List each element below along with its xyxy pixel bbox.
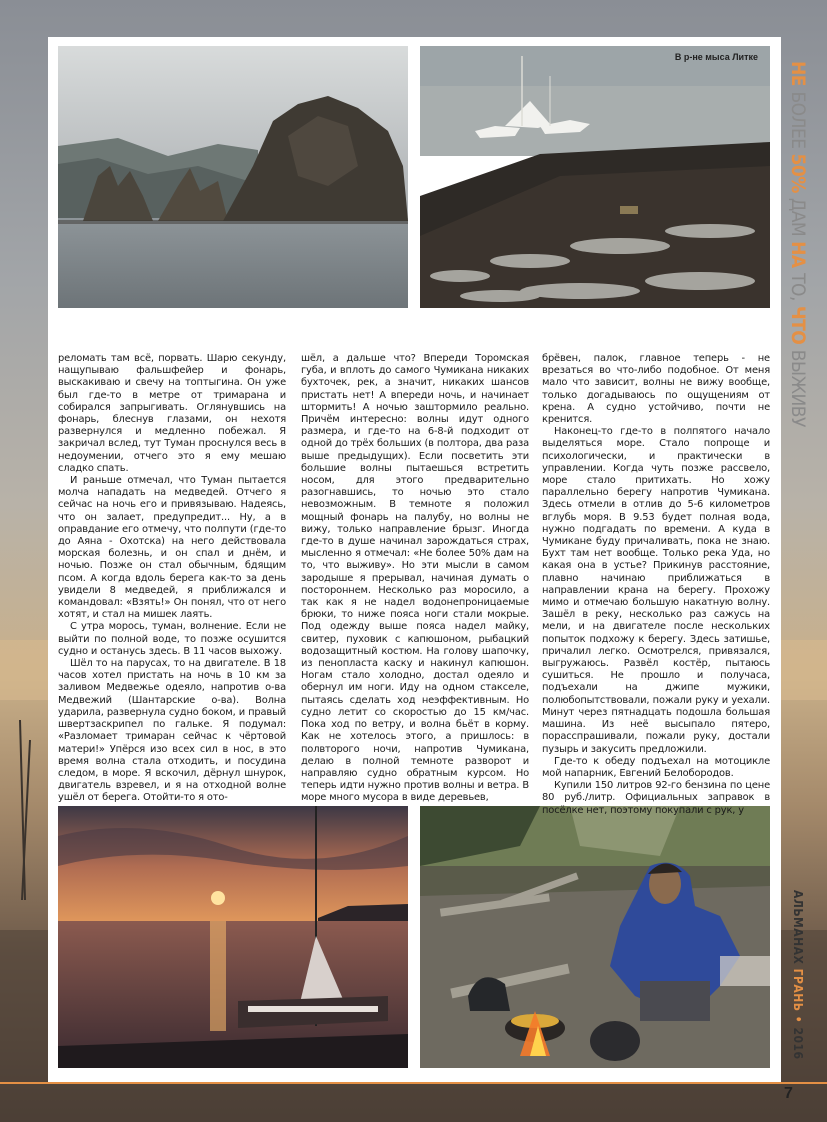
side-title-part: 50% <box>787 153 809 193</box>
paragraph: реломать там всё, порвать. Шарю секунду, нащупываю фальшфейер и фонарь, выскакиваю и свечу на топтыгина. Он уже был где-то в метре от тримарана и собирался запрыгивать. Оглянувшись на фонарь, блеснув глазами, он нехотя развернулся и медленно побежал. Я закричал вслед, тут Туман проснулся весь в недоумении, отчего это я ему мешаю сладко спать. <box>58 353 286 474</box>
side-title-part: НЕ <box>787 61 809 92</box>
side-title-part: БОЛЕЕ <box>787 91 809 154</box>
paragraph: Шёл то на парусах, то на двигателе. В 18 часов хотел пристать на ночь в 10 км за заливом Медвежье одеяло, напротив о-ва Медвежий (Шантарские о-ва). Волна ударила, развернула судно боком, и правый швертзаскрипел по гальке. Я подумал: «Разломает тримаран сейчас к чёртовой матери!» Упёрся изо всех сил в нос, в это время волна стала отходить, и посудина следом, в море. Я вскочил, дёрнул шнурок, двигатель взревел, и я на отходной волне ушёл от берега. Отойти-то я ото- <box>58 658 286 804</box>
year-label: 2016 <box>791 1027 805 1060</box>
text-column-1 <box>58 353 286 837</box>
paragraph: С утра морось, туман, волнение. Если не выйти по полной воде, то позже осушится судно и останусь здесь. В 11 часов выхожу. <box>58 621 286 657</box>
text-column-3 <box>542 353 770 837</box>
side-title-part: ВЫЖИВУ <box>787 349 809 427</box>
photo-sea-rocks <box>58 46 408 308</box>
page-number: 7 <box>784 1085 793 1102</box>
bottom-accent-rule <box>0 1082 827 1084</box>
side-footer <box>785 880 811 1070</box>
paragraph: шёл, а дальше что? Впереди Торомская губа, и вплоть до самого Чумикана никаких бухточек, рек, а значит, никаких шансов пристать нет! А впереди ночь, и начинает штормить! А ночью заштормило реально. Причём интересно: волны идут одного размера, и где-то на 6-8-й подходит от одной до трёх больших (в полтора, два раза выше предыдущих). Если посветить эти большие волны пытаешься встретить носом, для этого предварительно разогнавшись, то ночью это стало невозможным. В темноте я положил мощный фонарь на палубу, но волны не вижу, только направление брызг. Иногда где-то в душе начинал зарождаться страх, мысленно я отмечал: «Не более 50% дам на то, что выживу». Но эти мысли в самом зародыше я прерывал, начиная думать о постороннем. Несколько раз моросило, а так как я не надел водонепроницаемые брюки, то ниже пояса ноги стали мокрые. Под одежду выше пояса надел майку, свитер, пуховик с капюшоном, рыбацкий водозащитный костюм. На голову шапочку, из пенопласта каску и накинул капюшон. Ногам стало холодно, достал одеяло и обернул им ноги. Иду на одном стакселе, пытаясь сделать ход неэффективным. Но судно летит со скоростью до 15 км/час. Пока ход по ветру, и волна бьёт в корму. Как не хотелось этого, а пришлось: в полвторого ночи, напротив Чумикана, делаю в полной темноте разворот и направляю судно обратным курсом. Но теперь идти нужно против волны и ветра. В море много мусора в виде деревьев, <box>301 353 529 804</box>
side-title <box>785 44 811 444</box>
paragraph: Купили 150 литров 92-го бензина по цене 80 руб./литр. Официальных заправок в посёлке нет, поэтому покупали с рук, у <box>542 780 770 816</box>
side-title-part: НА <box>787 241 809 274</box>
text-column-2 <box>301 353 529 837</box>
photo-man-campfire <box>420 806 770 1068</box>
side-title-text <box>787 61 809 427</box>
paragraph: И раньше отмечал, что Туман пытается молча нападать на медведей. Отчего я сейчас на ночь его и привязываю. Надеясь, что он залает, предупредит... Ну, а в оправдание его отмечу, что полпути (где-то до Аяна - Охотска) на него действовала морская болезнь, и он спал и днём, и ночью. Позже он стал обычным, бдящим псом. А когда вдоль берега как-то за день увидели 8 медведей, я приближался и командовал: «Взять!» Он понял, что от него хотят, и стал на мишек лаять. <box>58 475 286 621</box>
magazine-page <box>48 37 781 1082</box>
almanac-label: АЛЬМАНАХ <box>791 890 805 969</box>
side-title-part: ТО, <box>787 273 809 306</box>
side-title-part: ЧТО <box>787 305 809 350</box>
side-title-part: ДАМ <box>787 192 809 242</box>
paragraph: Наконец-то где-то в полпятого начало выделяться море. Стало попроще и психологически, и практически в управлении. Когда чуть позже рассвело, море стало притихать. Но хожу параллельно берегу напротив Чумикана. Здесь отмели в отлив до 5-6 километров вглубь моря. В 9.53 будет полная вода, нужно подгадать по времени. А куда в Чумикане буду причаливать, пока не знаю. Бухт там нет вообще. Только река Уда, но какая она в устье? Прикинув расстояние, плавно начинаю приближаться в направлении крана на берегу. Прохожу мимо и отмечаю большую накатную волну. Зашёл в реку, несколько раз сажусь на мели, и на двигателе после нескольких попыток подхожу к берегу. Здесь затишье, причалил легко. Осмотрелся, привязался, выгружаюсь. Развёл костёр, пытаюсь сушиться. Не прошло и получаса, подъехали на джипе мужики, полюбопытствовали, пожали руку и уехали. Минут через пятнадцать подошла большая машина. Из неё высыпало пятеро, порасспрашивали, пожали руку, достали пузырь и закусить предложили. <box>542 426 770 755</box>
almanac-title <box>791 890 805 1060</box>
gran-label: ГРАНЬ <box>791 968 805 1012</box>
photo-sunset-trimaran <box>58 806 408 1068</box>
paragraph: брёвен, палок, главное теперь - не врезаться во что-либо подобное. От меня мало что зависит, волны не вижу вообще, только догадываюсь по ощущениям от крена. А судно устойчиво, почти не кренится. <box>542 353 770 426</box>
paragraph: Где-то к обеду подъехал на мотоцикле мой напарник, Евгений Белобородов. <box>542 755 770 779</box>
photo-beach-trimaran <box>420 46 770 308</box>
bullet: • <box>791 1011 805 1028</box>
photo-caption: В р-не мыса Литке <box>674 52 758 62</box>
